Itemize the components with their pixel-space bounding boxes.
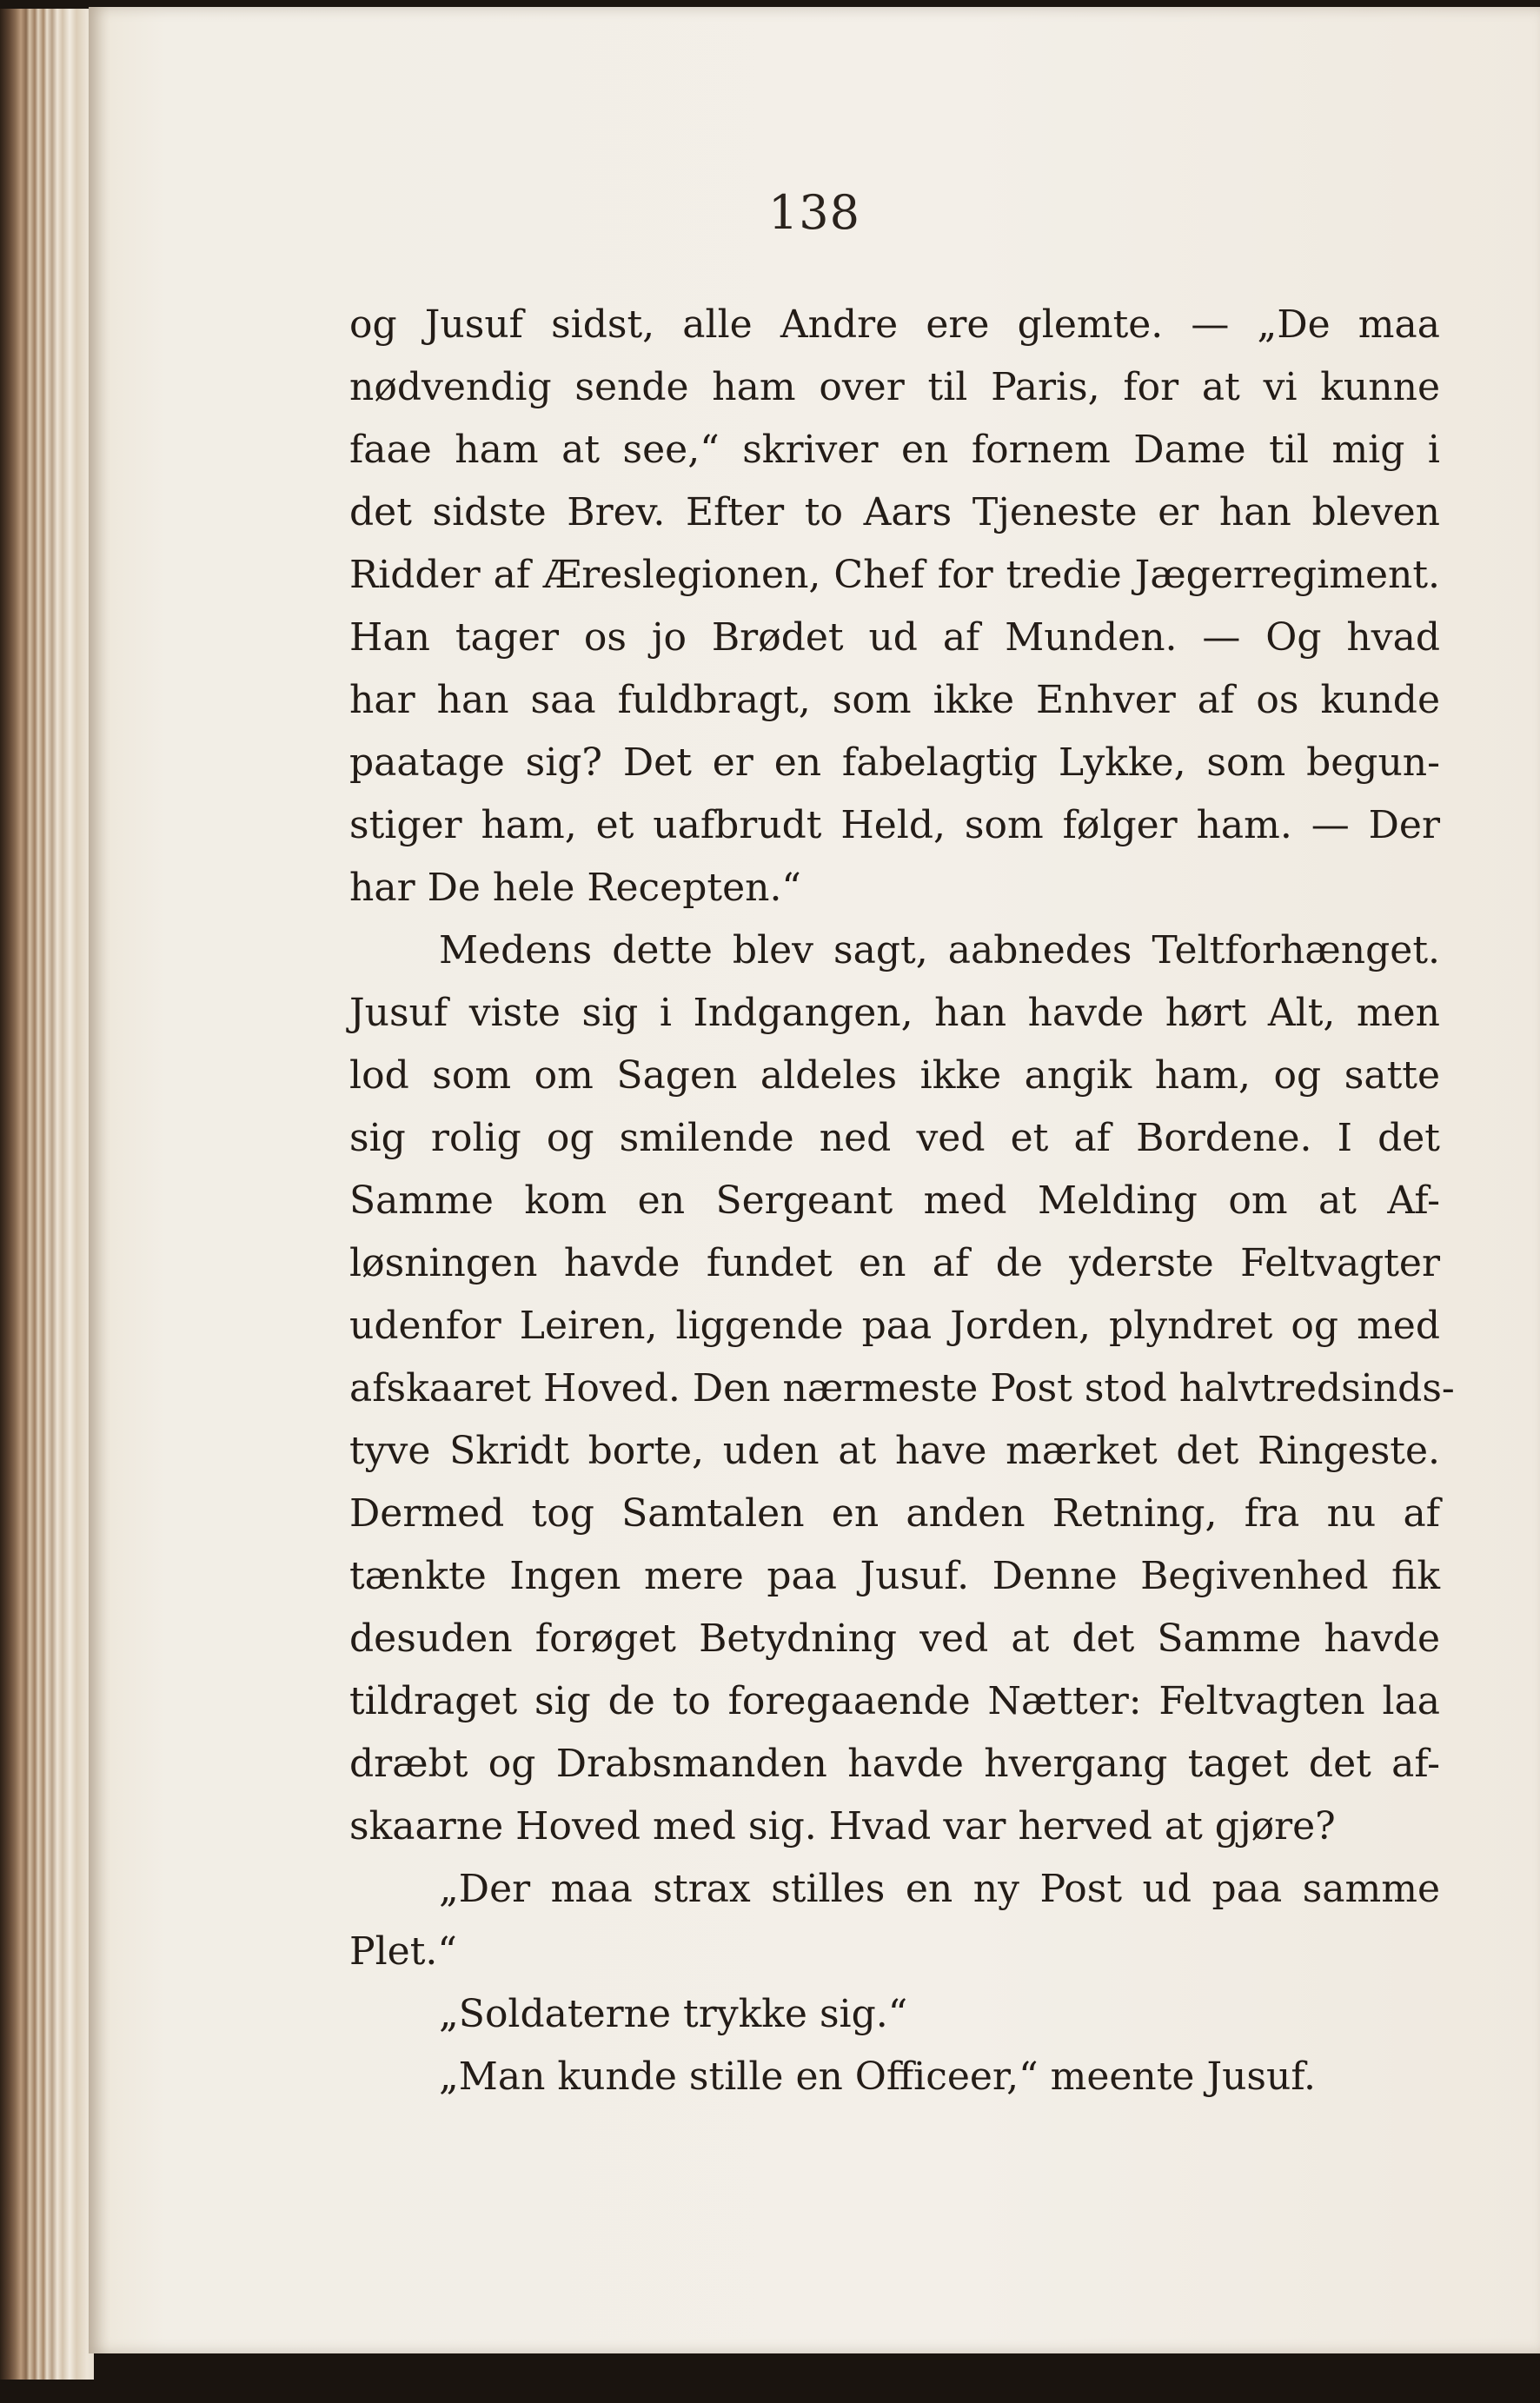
- text-line: tyve Skridt borte, uden at have mærket det Ringeste.: [349, 1429, 1440, 1473]
- text-line: dræbt og Drabsmanden havde hvergang taget det af-: [349, 1742, 1440, 1786]
- text-line: desuden forøget Betydning ved at det Samme havde: [349, 1616, 1440, 1661]
- text-line: udenfor Leiren, liggende paa Jorden, plyndret og med: [349, 1304, 1440, 1348]
- text-line: har han saa fuldbragt, som ikke Enhver af os kunde: [349, 678, 1440, 722]
- text-line: tænkte Ingen mere paa Jusuf. Denne Begivenhed fik: [349, 1554, 1440, 1598]
- text-line: paatage sig? Det er en fabelagtig Lykke, som begun-: [349, 740, 1440, 785]
- text-line: Plet.“: [349, 1929, 457, 1974]
- page-edges: [0, 9, 94, 2380]
- text-line: „Soldaterne trykke sig.“: [439, 1992, 908, 2036]
- text-line: sig rolig og smilende ned ved et af Bordene. I det: [349, 1116, 1440, 1160]
- page-number: 138: [767, 185, 861, 240]
- text-line: har De hele Recepten.“: [349, 866, 801, 910]
- text-line: Medens dette blev sagt, aabnedes Teltforhænget.: [439, 928, 1440, 972]
- text-line: Dermed tog Samtalen en anden Retning, fra nu af: [349, 1491, 1440, 1536]
- text-line: Samme kom en Sergeant med Melding om at Af-: [349, 1178, 1440, 1223]
- text-line: det sidste Brev. Efter to Aars Tjeneste er han bleven: [349, 490, 1440, 534]
- text-line: skaarne Hoved med sig. Hvad var herved at gjøre?: [349, 1804, 1336, 1849]
- text-line: faae ham at see,“ skriver en fornem Dame til mig i: [349, 428, 1440, 472]
- text-line: og Jusuf sidst, alle Andre ere glemte. — „De maa: [349, 302, 1440, 347]
- text-line: Ridder af Æreslegionen, Chef for tredie Jægerregiment.: [349, 553, 1440, 597]
- body-text: [349, 294, 1455, 2108]
- text-line: Jusuf viste sig i Indgangen, han havde hørt Alt, men: [349, 991, 1440, 1035]
- text-line: stiger ham, et uafbrudt Held, som følger ham. — Der: [349, 803, 1440, 847]
- text-line: „Man kunde stille en Officeer,“ meente Jusuf.: [439, 2054, 1317, 2099]
- text-line: lod som om Sagen aldeles ikke angik ham, og satte: [349, 1053, 1440, 1098]
- text-line: afskaaret Hoved. Den nærmeste Post stod halvtredsinds-: [349, 1366, 1455, 1411]
- text-line: nødvendig sende ham over til Paris, for at vi kunne: [349, 365, 1440, 409]
- text-line: Han tager os jo Brødet ud af Munden. — Og hvad: [349, 615, 1440, 660]
- text-line: „Der maa strax stilles en ny Post ud paa samme: [439, 1867, 1440, 1911]
- text-line: løsningen havde fundet en af de yderste Feltvagter: [349, 1241, 1440, 1285]
- text-line: tildraget sig de to foregaaende Nætter: Feltvagten laa: [349, 1679, 1440, 1723]
